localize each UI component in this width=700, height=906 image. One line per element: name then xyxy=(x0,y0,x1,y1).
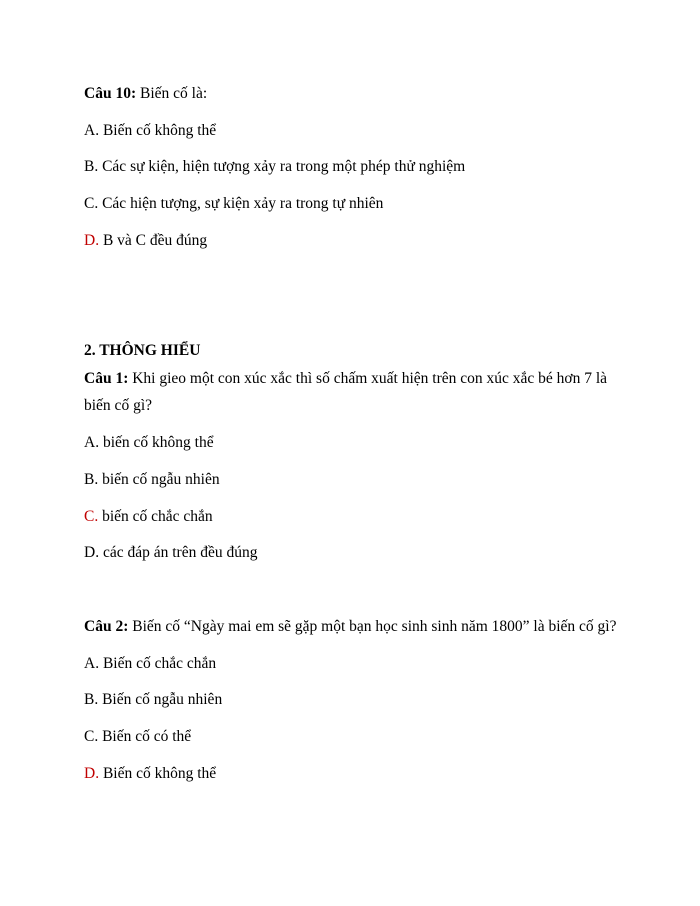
q1-option-a xyxy=(84,433,214,453)
option-letter: B. xyxy=(84,471,99,488)
option-letter-correct: D. xyxy=(84,765,100,782)
option-letter: D. xyxy=(84,544,100,561)
question-10 xyxy=(84,84,207,104)
option-text: biến cố chắc chắn xyxy=(98,508,213,525)
question-text: Biến cố “Ngày mai em sẽ gặp một bạn học sinh sinh năm 1800” là biến cố gì? xyxy=(128,618,617,635)
option-letter: C. xyxy=(84,728,99,745)
question-2 xyxy=(84,617,617,637)
q10-option-d xyxy=(84,231,207,251)
q2-option-c xyxy=(84,727,191,747)
option-letter: B. xyxy=(84,158,99,175)
option-text: biến cố ngẫu nhiên xyxy=(98,471,220,488)
q1-option-c xyxy=(84,507,213,527)
option-letter: C. xyxy=(84,195,99,212)
q1-option-d xyxy=(84,543,257,563)
option-text: Biến cố chắc chắn xyxy=(99,655,217,672)
option-letter: A. xyxy=(84,434,100,451)
option-text: Các sự kiện, hiện tượng xảy ra trong một phép thử nghiệm xyxy=(98,158,466,175)
q1-option-b xyxy=(84,470,220,490)
option-text: biến cố không thể xyxy=(99,434,214,451)
question-1-line-2: biến cố gì? xyxy=(84,397,153,414)
question-text: Khi gieo một con xúc xắc thì số chấm xuất hiện trên con xúc xắc bé hơn 7 là xyxy=(128,370,608,387)
option-letter: A. xyxy=(84,122,100,139)
question-label: Câu 1: xyxy=(84,370,129,387)
option-text: Biến cố ngẫu nhiên xyxy=(98,691,223,708)
question-label: Câu 2: xyxy=(84,618,129,635)
option-text: các đáp án trên đều đúng xyxy=(99,544,258,561)
question-1-line-1 xyxy=(84,369,607,389)
option-text: Biến cố không thể xyxy=(99,122,217,139)
q2-option-b xyxy=(84,690,222,710)
q10-option-a xyxy=(84,121,216,141)
q10-option-b xyxy=(84,157,465,177)
option-letter: A. xyxy=(84,655,100,672)
q10-option-c xyxy=(84,194,383,214)
option-text: Các hiện tượng, sự kiện xảy ra trong tự nhiên xyxy=(98,195,384,212)
question-text: Biến cố là: xyxy=(136,85,208,102)
section-heading: 2. THÔNG HIỂU xyxy=(84,342,201,359)
option-letter-correct: D. xyxy=(84,232,100,249)
q2-option-a xyxy=(84,654,216,674)
option-text: Biến cố có thể xyxy=(98,728,192,745)
option-text: Biến cố không thể xyxy=(99,765,217,782)
option-letter-correct: C. xyxy=(84,508,99,525)
option-text: B và C đều đúng xyxy=(99,232,208,249)
q2-option-d xyxy=(84,764,216,784)
option-letter: B. xyxy=(84,691,99,708)
question-label: Câu 10: xyxy=(84,85,137,102)
